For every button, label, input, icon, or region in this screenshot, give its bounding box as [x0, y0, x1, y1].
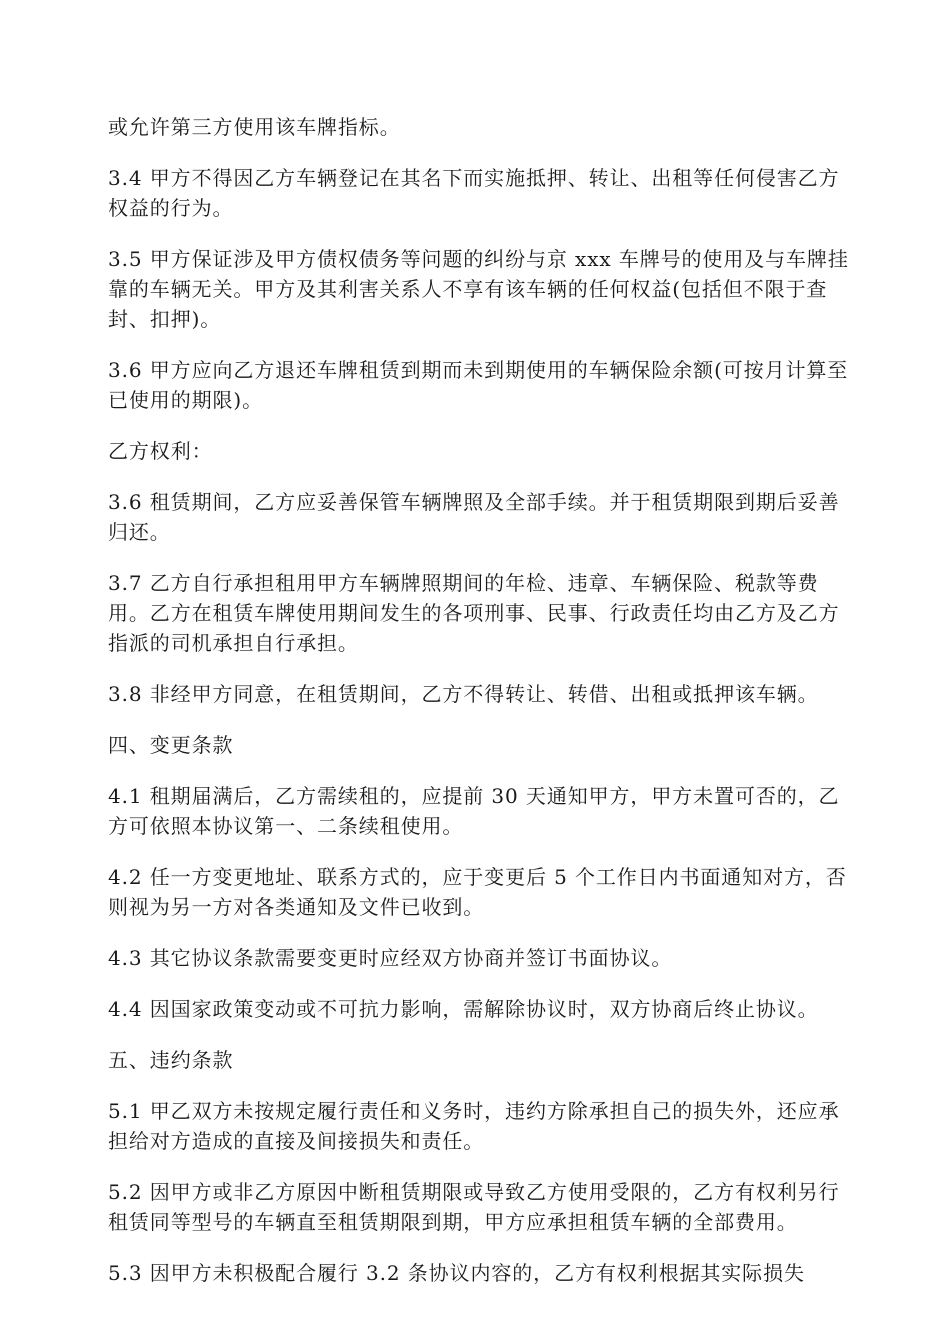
- clause-4-3: 4.3 其它协议条款需要变更时应经双方协商并签订书面协议。: [108, 946, 673, 970]
- clause-4-1: 4.1 租期届满后，乙方需续租的，应提前 30 天通知甲方，甲方未置可否的，乙方可依照本协议第一、二条续租使用。: [108, 784, 840, 838]
- section-heading-5: 五、违约条款: [108, 1048, 234, 1072]
- section-heading-4: 四、变更条款: [108, 733, 234, 757]
- document-body: [108, 112, 858, 1309]
- clause-5-1: 5.1 甲乙双方未按规定履行责任和义务时，违约方除承担自己的损失外，还应承担给对方造成的直接及间接损失和责任。: [108, 1099, 840, 1153]
- clause-3-7: 3.7 乙方自行承担租用甲方车辆牌照期间的年检、违章、车辆保险、税款等费用。乙方在租赁车牌使用期间发生的各项刑事、民事、行政责任均由乙方及乙方指派的司机承担自行承担。: [108, 571, 840, 655]
- clause-4-4: 4.4 因国家政策变动或不可抗力影响，需解除协议时，双方协商后终止协议。: [108, 997, 819, 1021]
- paragraph-continuation: 或允许第三方使用该车牌指标。: [108, 115, 401, 139]
- clause-5-3: 5.3 因甲方未积极配合履行 3.2 条协议内容的，乙方有权利根据其实际损失: [108, 1261, 805, 1285]
- clause-3-4: 3.4 甲方不得因乙方车辆登记在其名下而实施抵押、转让、出租等任何侵害乙方权益的行为。: [108, 166, 840, 220]
- clause-3-8: 3.8 非经甲方同意，在租赁期间，乙方不得转让、转借、出租或抵押该车辆。: [108, 682, 819, 706]
- clause-5-2: 5.2 因甲方或非乙方原因中断租赁期限或导致乙方使用受限的，乙方有权利另行租赁同等型号的车辆直至租赁期限到期，甲方应承担租赁车辆的全部费用。: [108, 1180, 840, 1234]
- clause-3-6-party-b: 3.6 租赁期间，乙方应妥善保管车辆牌照及全部手续。并于租赁期限到期后妥善归还。: [108, 490, 840, 544]
- clause-3-5: 3.5 甲方保证涉及甲方债权债务等问题的纠纷与京 xxx 车牌号的使用及与车牌挂靠的车辆无关。甲方及其利害关系人不享有该车辆的任何权益(包括但不限于查封、扣押)。: [108, 247, 849, 331]
- clause-3-6-party-a: 3.6 甲方应向乙方退还车牌租赁到期而未到期使用的车辆保险余额(可按月计算至已使用的期限)。: [108, 358, 849, 412]
- section-heading-party-b-rights: 乙方权利：: [108, 439, 213, 463]
- clause-4-2: 4.2 任一方变更地址、联系方式的，应于变更后 5 个工作日内书面通知对方，否则视为另一方对各类通知及文件已收到。: [108, 865, 847, 919]
